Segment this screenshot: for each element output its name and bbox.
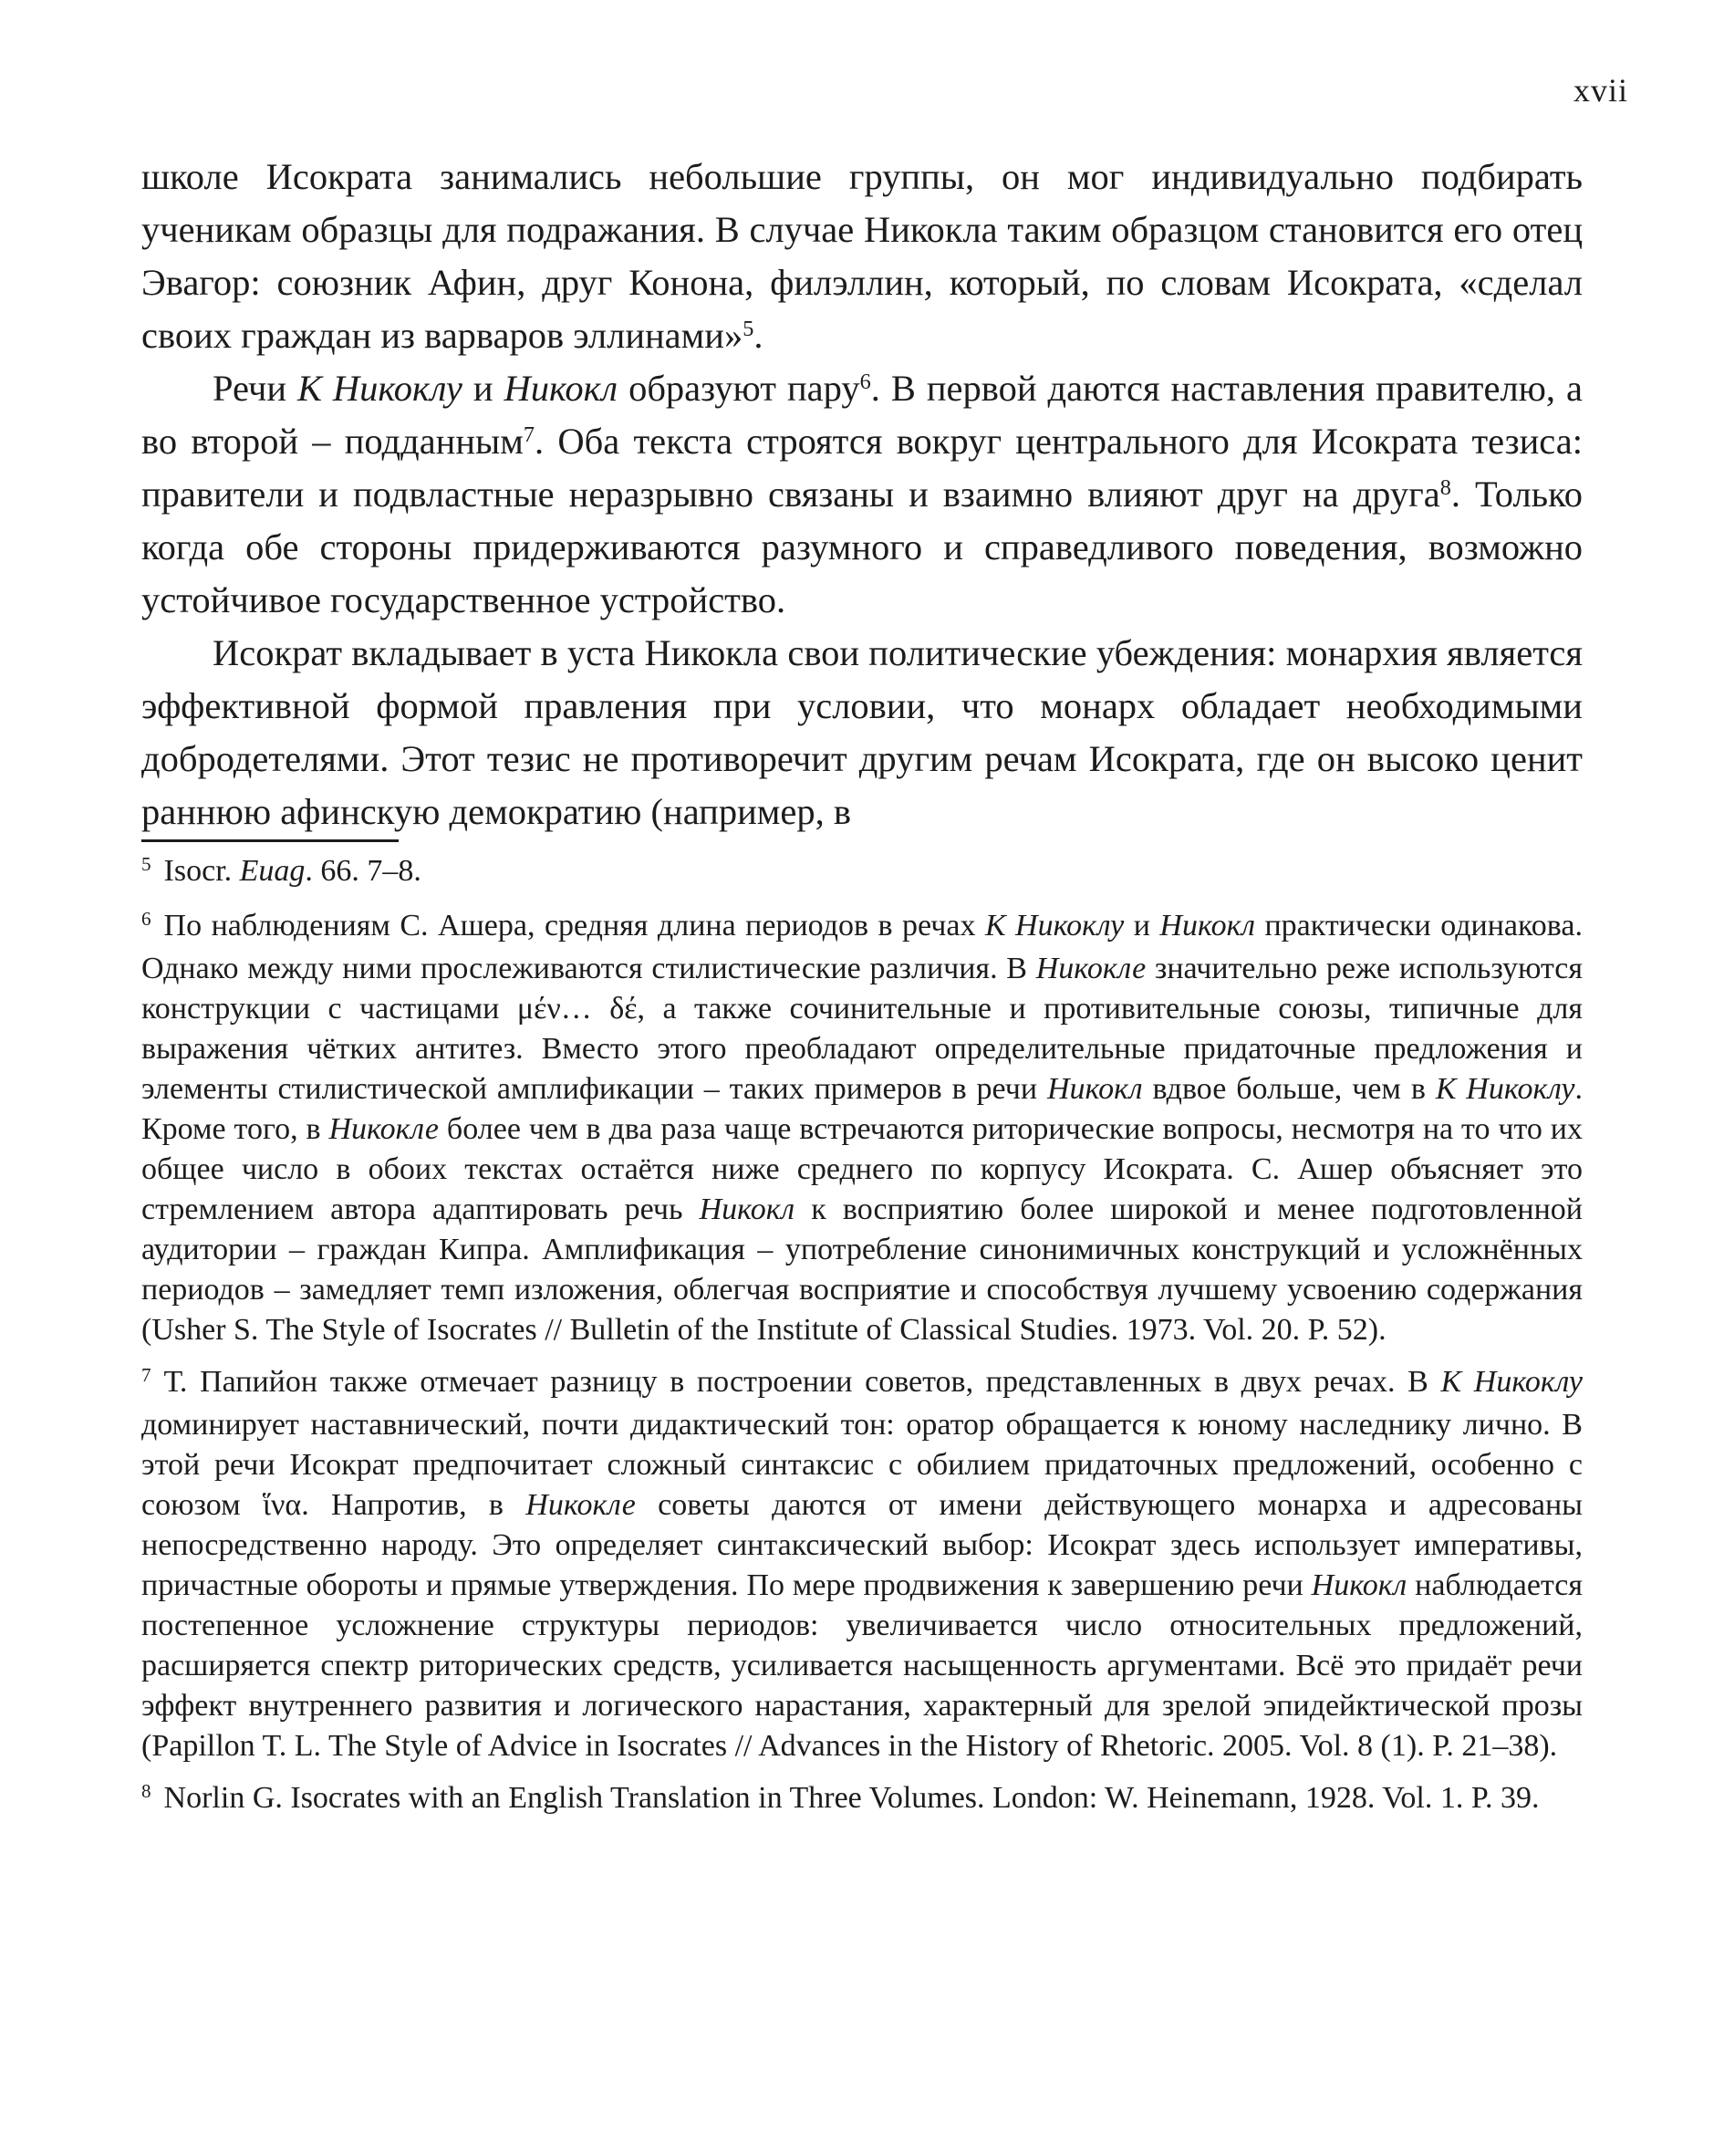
- footnote-ref-8[interactable]: 8: [1439, 474, 1451, 500]
- footnote-marker: 8: [141, 1780, 151, 1803]
- paragraph-3: Исократ вкладывает в уста Никокла свои политические убеждения: монархия является эффективной формой правления при условии, что монарх обладает необходимыми добродетелями. Этот тезис не противоречит другим речам Исократа, где он высоко ценит раннюю афинскую демократию (например, в: [141, 632, 1583, 832]
- footnote-marker: 6: [141, 908, 151, 931]
- footnote-marker: 5: [141, 853, 151, 876]
- main-text: [141, 151, 1583, 838]
- footnote-6: $^6$ По наблюдениям С. Ашера, средняя длина периодов в речах К Никоклу и Никокл практически одинакова. Однако между ними прослеживаются стилистические различия. В Никокле значительно реже используются конструкции с частицами μέν… δέ, а также сочинительные и противительные союзы, типичные для выражения чётких антитез. Вместо этого преобладают определительные придаточные предложения и элементы стилистической амплификации – таких примеров в речи Никокл вдвое больше, чем в К Никоклу. Кроме того, в Никокле более чем в два раза чаще встречаются риторические вопросы, несмотря на то что их общее число в обоих текстах остаётся ниже среднего по корпусу Исократа. С. Ашер объясняет это стремлением автора адаптировать речь Никокл к восприятию более широкой и менее подготовленной аудитории – граждан Кипра. Амплификация – употребление синонимичных конструкций и усложнённых периодов – замедляет темп изложения, облегчая восприятие и способствуя лучшему усвоению содержания (Usher S. The Style of Isocrates // Bulletin of the Institute of Classical Studies. 1973. Vol. 20. P. 52).: [141, 908, 1584, 1347]
- footnote-separator: [141, 839, 399, 842]
- footnote-5: $^5$ Isocr. Euag. 66. 7–8.: [141, 853, 421, 888]
- paragraph-2: Речи К Никоклу и Никокл образуют пару$^6$. В первой даются наставления правителю, а во второй – подданным$^7$. Оба текста строятся вокруг центрального для Исократа тезиса: правители и подвластные неразрывно связаны и взаимно влияют друг на друга$^8$. Только когда обе стороны придерживаются разумного и справедливого поведения, возможно устойчивое государственное устройство.: [141, 368, 1584, 620]
- footnote-8: $^8$ Norlin G. Isocrates with an English Translation in Three Volumes. London: W. Heinemann, 1928. Vol. 1. P. 39.: [141, 1780, 1540, 1815]
- footnote-ref-7[interactable]: 7: [523, 422, 535, 447]
- page-number: xvii: [1573, 72, 1628, 109]
- paragraph-1: школе Исократа занимались небольшие группы, он мог индивидуально подбирать ученикам образцы для подражания. В случае Никокла таким образцом становится его отец Эвагор: союзник Афин, друг Конона, филэллин, который, по словам Исократа, «сделал своих граждан из варваров эллинами»$^5$.: [141, 156, 1583, 356]
- footnotes: [141, 851, 1583, 1833]
- footnote-marker: 7: [141, 1364, 151, 1387]
- footnote-ref-6[interactable]: 6: [859, 369, 871, 394]
- footnote-ref-5[interactable]: 5: [743, 316, 754, 341]
- footnote-7: $^7$ Т. Папийон также отмечает разницу в построении советов, представленных в двух речах. В К Никоклу доминирует наставнический, почти дидактический тон: оратор обращается к юному наследнику лично. В этой речи Исократ предпочитает сложный синтаксис с обилием придаточных предложений, особенно с союзом ἵνα. Напротив, в Никокле советы даются от имени действующего монарха и адресованы непосредственно народу. Это определяет синтаксический выбор: Исократ здесь использует императивы, причастные обороты и прямые утверждения. По мере продвижения к завершению речи Никокл наблюдается постепенное усложнение структуры периодов: увеличивается число относительных предложений, расширяется спектр риторических средств, усиливается насыщенность аргументами. Всё это придаёт речи эффект внутреннего развития и логического нарастания, характерный для зрелой эпидейктической прозы (Papillon T. L. The Style of Advice in Isocrates // Advances in the History of Rhetoric. 2005. Vol. 8 (1). P. 21–38).: [141, 1364, 1583, 1763]
